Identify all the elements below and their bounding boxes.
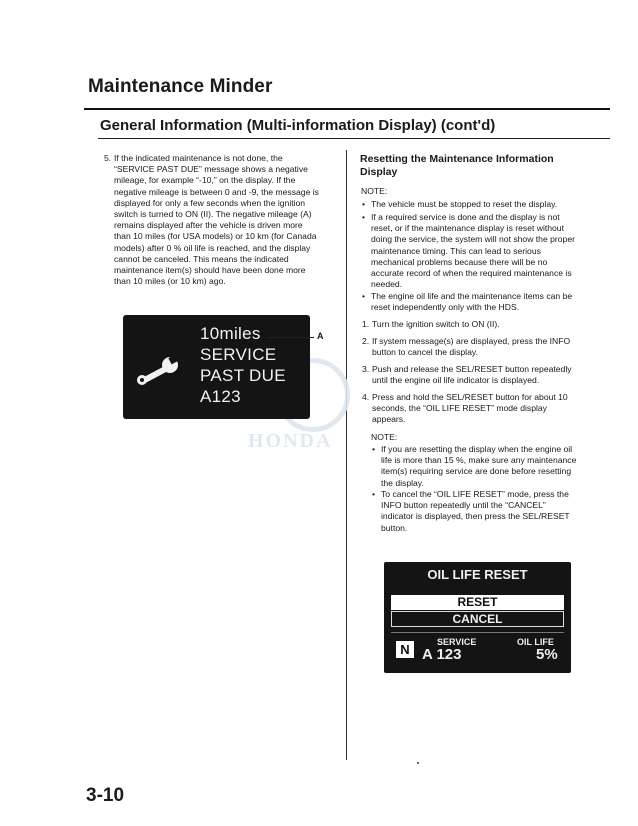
section-title: General Information (Multi-information Display) (cont'd) bbox=[100, 117, 496, 134]
text-line: If a required service is done and the display is not bbox=[371, 212, 560, 222]
service-code: A 123 bbox=[422, 646, 462, 663]
text-line: life is more than 15 %, make sure any maintenance bbox=[381, 455, 577, 466]
oil-life-value: 5% bbox=[536, 646, 558, 663]
text-line: Push and release the SEL/RESET button repeatedly bbox=[372, 364, 572, 374]
callout-label: A bbox=[317, 331, 324, 341]
text-line: To cancel the “OIL LIFE RESET” mode, press the bbox=[381, 489, 569, 499]
callout-leader-line bbox=[268, 337, 314, 338]
text-line: cannot be canceled. This means the indicated bbox=[114, 253, 289, 264]
mileage-readout: 10miles bbox=[200, 324, 261, 343]
page-number: 3-10 bbox=[86, 785, 125, 806]
title-rule bbox=[84, 108, 610, 110]
text-line: mechanical problems because there will be no bbox=[371, 256, 548, 267]
text-line: than 10 miles (for USA models) or 10 km (for Canada bbox=[114, 231, 317, 242]
text-line: The vehicle must be stopped to reset the display. bbox=[371, 199, 558, 209]
step-number: 1. bbox=[362, 319, 370, 329]
reset-step bbox=[362, 319, 600, 330]
text-line: Turn the ignition switch to ON (II). bbox=[372, 319, 500, 329]
title-line: Display bbox=[360, 166, 398, 178]
bullet-dot: • bbox=[362, 291, 366, 301]
step-number: 5. bbox=[104, 153, 112, 163]
gear-indicator: N bbox=[396, 641, 414, 658]
display-divider bbox=[391, 632, 564, 633]
column-divider bbox=[346, 150, 347, 760]
text-line: than 10 miles (or 10 km) ago. bbox=[114, 276, 226, 287]
text-line: If you are resetting the display when the engine oil bbox=[381, 444, 573, 454]
service-code: A123 bbox=[200, 387, 241, 406]
page-title: Maintenance Minder bbox=[88, 76, 273, 97]
text-line: remains displayed after the vehicle is driven more bbox=[114, 220, 303, 231]
bullet-dot: • bbox=[372, 444, 376, 454]
note-bullet bbox=[372, 489, 592, 534]
oil-life-label: OIL LIFE bbox=[517, 637, 554, 647]
text-line: INFO button repeatedly until the “CANCEL” bbox=[381, 500, 546, 511]
note-bullet bbox=[362, 212, 594, 290]
note-bullet bbox=[362, 291, 594, 313]
text-line: maintenance item(s) should have been done more bbox=[114, 265, 306, 276]
step-number: 3. bbox=[362, 364, 370, 374]
bullet-dot: • bbox=[372, 489, 376, 499]
oil-life-reset-title: OIL LIFE RESET bbox=[427, 567, 528, 582]
oil-life-reset-display bbox=[384, 562, 571, 673]
note-label: NOTE: bbox=[361, 186, 388, 196]
text-line: appears. bbox=[372, 414, 406, 425]
reset-section-title bbox=[360, 153, 600, 179]
reset-step bbox=[362, 336, 600, 358]
cancel-option: CANCEL bbox=[391, 611, 564, 627]
text-line: mileage, for example “-10,” on the display. If the bbox=[114, 175, 296, 186]
bullet-dot: • bbox=[362, 199, 366, 209]
step-5-paragraph bbox=[104, 153, 336, 287]
text-line: until the engine oil life indicator is displayed. bbox=[372, 375, 540, 386]
text-line: If the indicated maintenance is not done, the bbox=[114, 153, 283, 163]
reset-step bbox=[362, 392, 600, 426]
text-line: button to cancel the display. bbox=[372, 347, 478, 358]
note-label: NOTE: bbox=[371, 432, 398, 442]
text-line: negative mileage is between 0 and -9, the message is bbox=[114, 186, 319, 197]
service-label: SERVICE bbox=[200, 345, 277, 364]
text-line: displayed for only a few seconds when the ignition bbox=[114, 197, 306, 208]
step-number: 4. bbox=[362, 392, 370, 402]
text-line: switch is turned to ON (II). The negative mileage (A) bbox=[114, 209, 312, 220]
text-line: seconds, the “OIL LIFE RESET” mode display bbox=[372, 403, 547, 414]
bullet-dot: • bbox=[362, 212, 366, 222]
text-line: reset, or if the maintenance display is reset without bbox=[371, 223, 564, 234]
text-line: models) after 0 % oil life is reached, and the display bbox=[114, 242, 311, 253]
text-line: reset independently only with the HDS. bbox=[371, 302, 520, 313]
text-line: If system message(s) are displayed, press the INFO bbox=[372, 336, 571, 346]
text-line: button. bbox=[381, 522, 408, 533]
text-line: Press and hold the SEL/RESET button for about 10 bbox=[372, 392, 568, 402]
wrench-icon bbox=[135, 351, 181, 387]
section-rule bbox=[98, 138, 610, 139]
text-line: needed. bbox=[371, 279, 403, 290]
honda-watermark-text: HONDA bbox=[248, 430, 333, 452]
text-line: maintenance timing. This can lead to serious bbox=[371, 245, 541, 256]
past-due-label: PAST DUE bbox=[200, 366, 286, 385]
note-bullet bbox=[362, 199, 594, 210]
scan-dot bbox=[417, 762, 419, 764]
title-line: Resetting the Maintenance Information bbox=[360, 153, 554, 165]
text-line: accurate record of when the required maintenance is bbox=[371, 268, 572, 279]
service-label: SERVICE bbox=[437, 637, 477, 647]
text-line: the display. bbox=[381, 477, 424, 488]
text-line: “SERVICE PAST DUE” message shows a negative bbox=[114, 164, 308, 175]
reset-step bbox=[362, 364, 600, 386]
note-bullet bbox=[372, 444, 592, 489]
step-number: 2. bbox=[362, 336, 370, 346]
service-past-due-display bbox=[123, 315, 310, 419]
text-line: item(s) requiring service are done before resetting bbox=[381, 466, 572, 477]
reset-option: RESET bbox=[391, 595, 564, 610]
text-line: doing the service, the system will not show the proper bbox=[371, 234, 575, 245]
text-line: The engine oil life and the maintenance items can be bbox=[371, 291, 573, 301]
text-line: indicator is displayed, then press the SEL/RESET bbox=[381, 511, 570, 522]
